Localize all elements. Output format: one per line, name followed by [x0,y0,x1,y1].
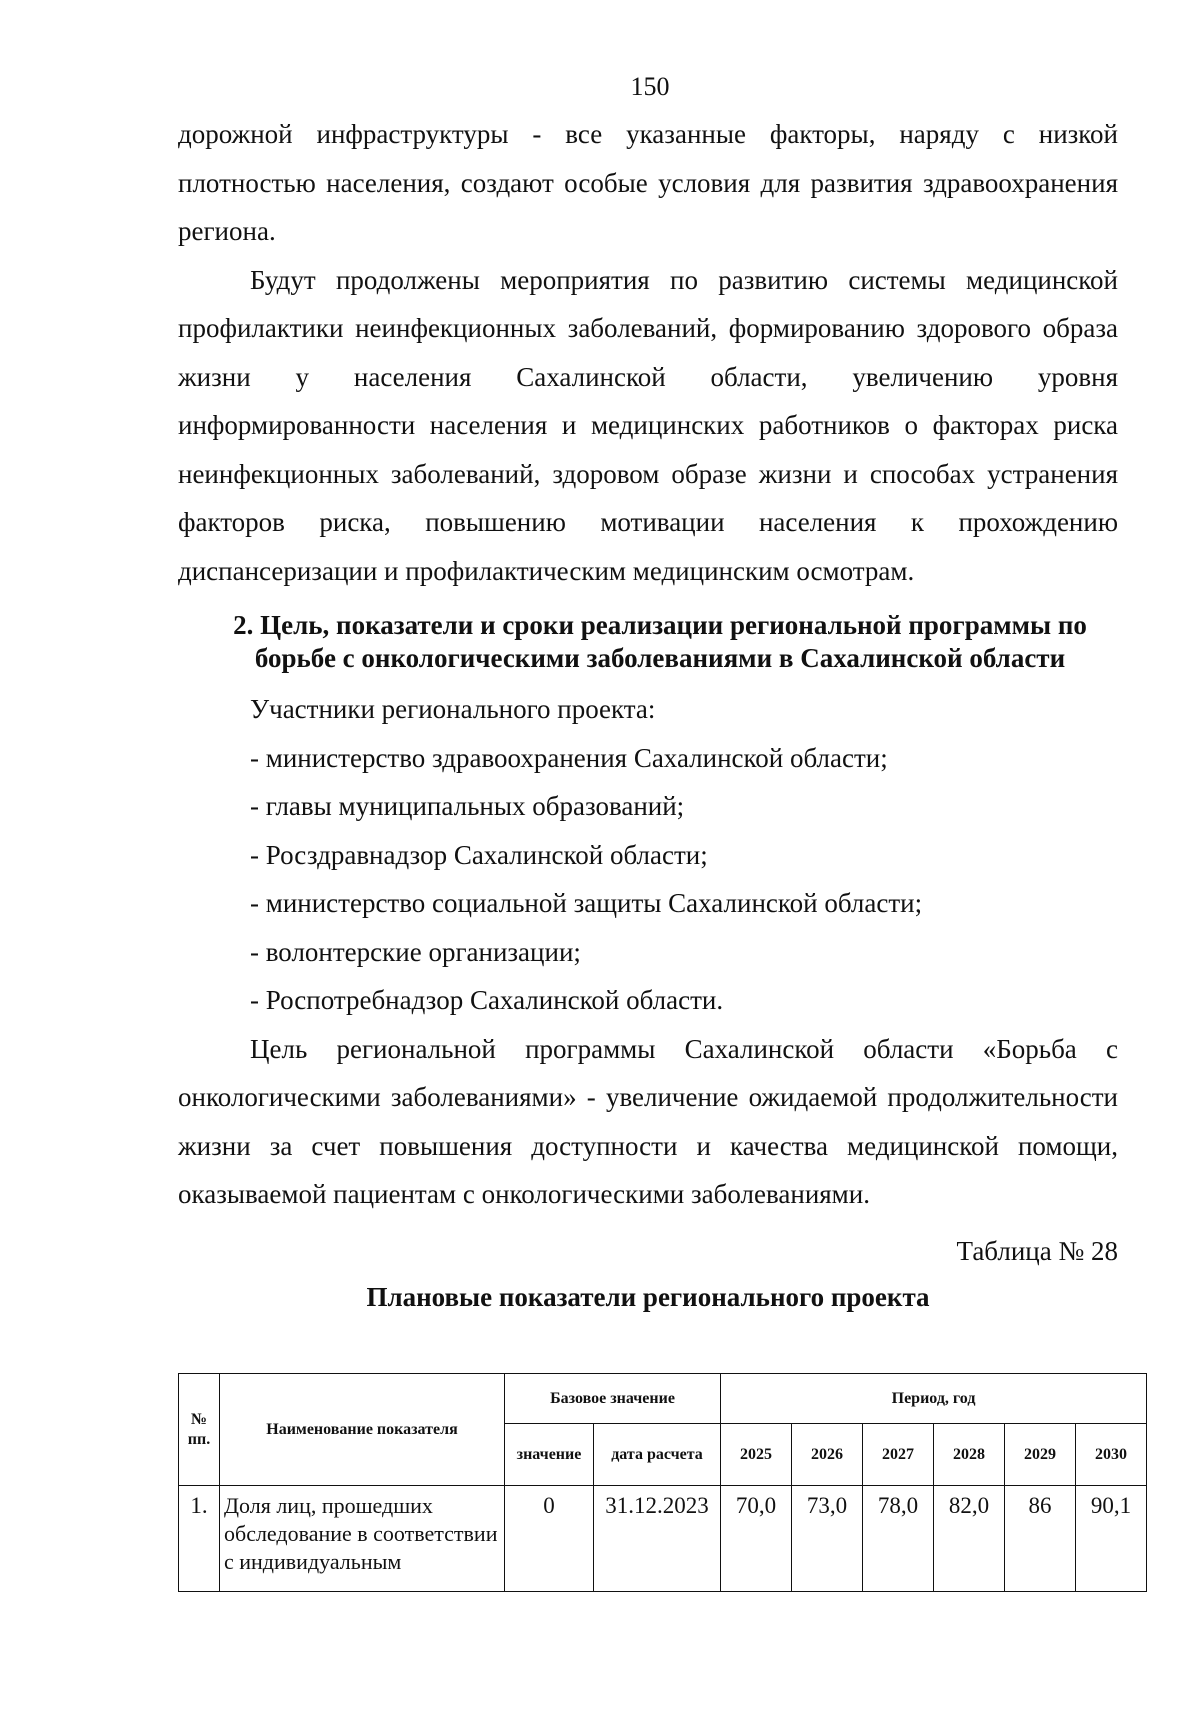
header-year: 2027 [863,1424,934,1486]
header-year: 2030 [1076,1424,1147,1486]
header-value: значение [505,1424,594,1486]
page-number: 150 [630,72,670,101]
row-year-value: 73,0 [792,1486,863,1592]
row-year-value: 90,1 [1076,1486,1147,1592]
paragraph-prevention: Будут продолжены мероприятия по развитию системы медицинской профилактики неинфекционных заболеваний, формированию здорового образа жизни у населения Сахалинской области, увеличению уровня информированности населения и медицинских работников о факторах риска неинфекционных заболеваний, здоровом образе жизни и способах устранения факторов риска, повышению мотивации населения к прохождению диспансеризации и профилактическим медицинским осмотрам. [178,264,1118,586]
table-row [179,1486,1147,1592]
indicators-table [178,1373,1147,1592]
header-period: Период, год [721,1374,1147,1424]
header-indicator-name: Наименование показателя [220,1374,505,1486]
participant-item: - министерство здравоохранения Сахалинской области; [250,742,888,773]
row-base-value: 0 [505,1486,594,1592]
row-year-value: 78,0 [863,1486,934,1592]
row-base-date: 31.12.2023 [594,1486,721,1592]
paragraph-infrastructure: дорожной инфраструктуры - все указанные факторы, наряду с низкой плотностью населения, создают особые условия для развития здравоохранения региона. [178,119,1118,246]
participant-item: - Роспотребнадзор Сахалинской области. [250,985,724,1015]
paragraph-goal: Цель региональной программы Сахалинской области «Борьба с онкологическими заболеваниями» - увеличение ожидаемой продолжительности жизни за счет повышения доступности и качества медицинской помощи, оказываемой пациентам с онкологическими заболеваниями. [178,1033,1118,1209]
row-indicator-name: Доля лиц, прошедших обследование в соответствии с индивидуальным [220,1486,505,1592]
participant-item: - министерство социальной защиты Сахалинской области; [250,888,923,918]
section-heading: 2. Цель, показатели и сроки реализации региональной программы по борьбе с онкологическими заболеваниями в Сахалинской области [233,610,1087,673]
header-date: дата расчета [594,1424,721,1486]
header-num: № пп. [179,1374,220,1486]
row-num: 1. [179,1486,220,1592]
document-body [178,110,1118,1327]
participant-item: - главы муниципальных образований; [250,791,685,821]
row-year-value: 86 [1005,1486,1076,1592]
row-year-value: 70,0 [721,1486,792,1592]
header-base-value: Базовое значение [505,1374,721,1424]
table-caption: Таблица № 28 [956,1235,1118,1266]
header-year: 2026 [792,1424,863,1486]
participant-item: - волонтерские организации; [250,936,581,967]
participant-item: - Росздравнадзор Сахалинской области; [250,839,708,870]
table-title: Плановые показатели регионального проекта [366,1281,930,1312]
participants-intro: Участники регионального проекта: [250,694,656,724]
row-year-value: 82,0 [934,1486,1005,1592]
header-year: 2028 [934,1424,1005,1486]
header-year: 2029 [1005,1424,1076,1486]
header-year: 2025 [721,1424,792,1486]
